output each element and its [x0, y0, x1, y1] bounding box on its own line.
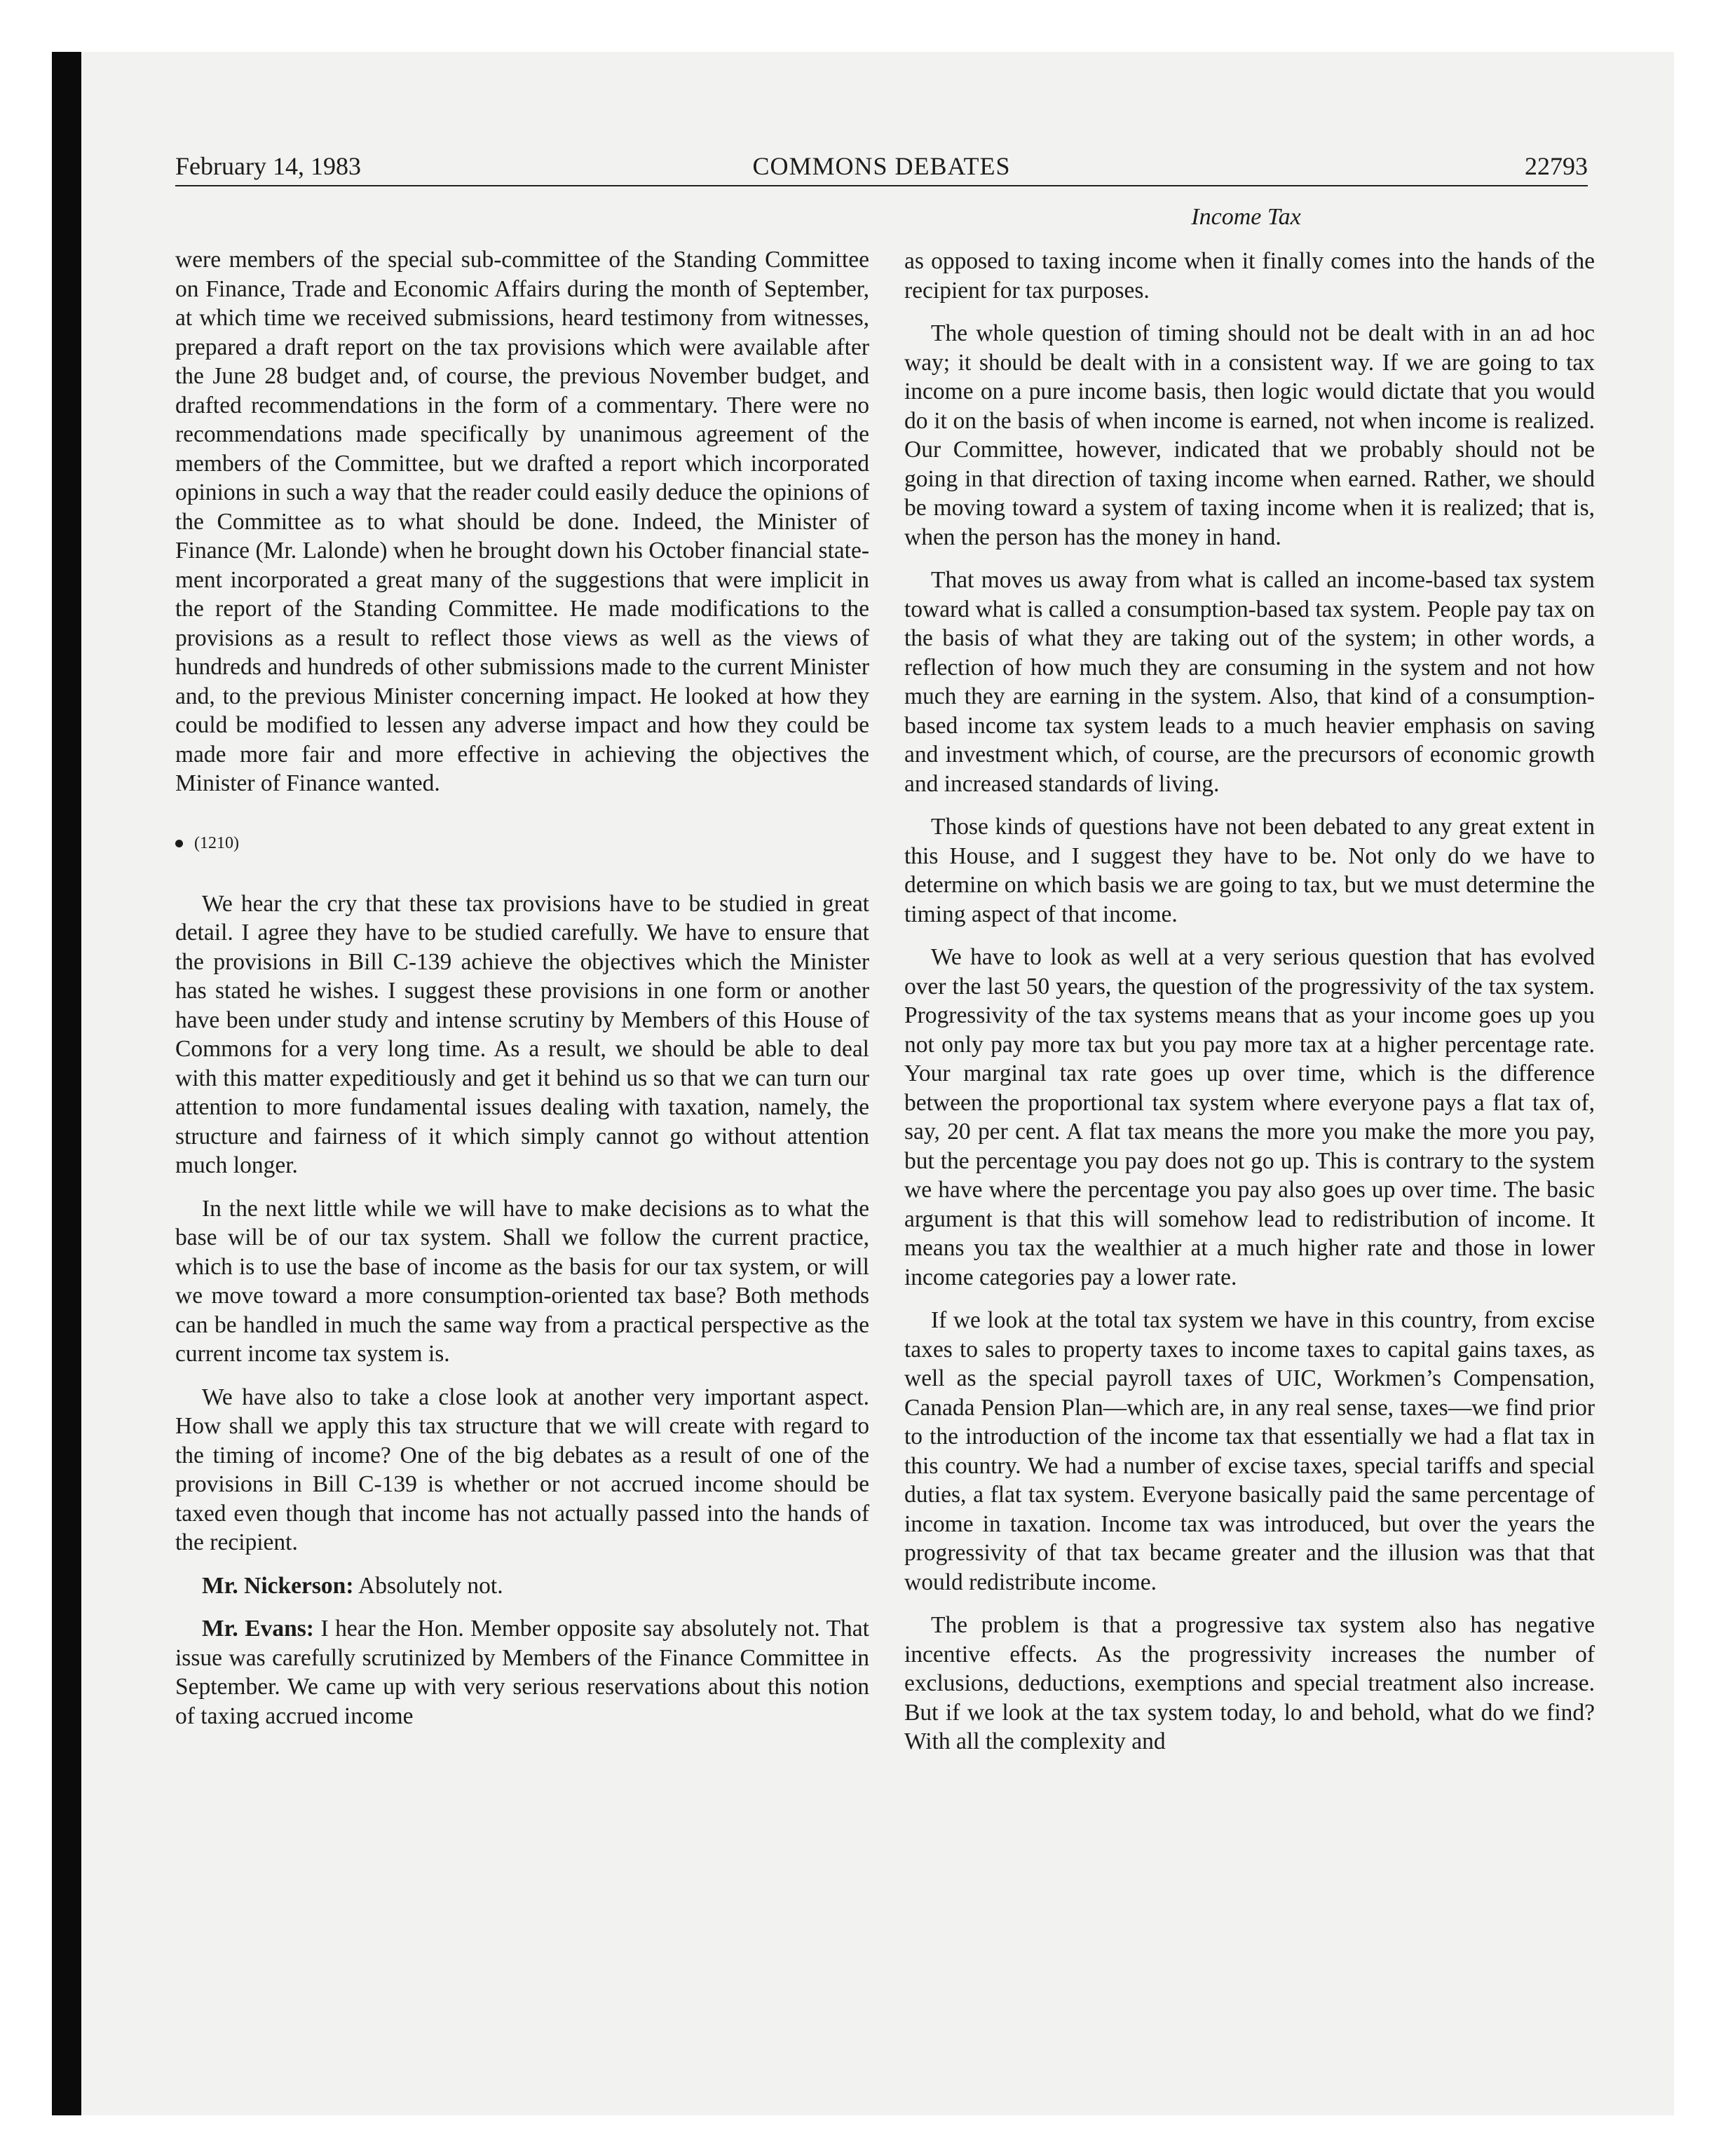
- paragraph: as opposed to taxing income when it finally comes into the hands of the recipient for tax purposes.: [904, 248, 1595, 303]
- right-column: [904, 247, 1595, 1770]
- paragraph: The problem is that a progressive tax system also has negative incentive effects. As the progressivity increases the number of exclusions, deductions, exemptions and special treatment also increase. But if we look at the tax system today, lo and behold, what do we find? With all the complexity and: [904, 1612, 1595, 1754]
- header-date: February 14, 1983: [175, 152, 361, 180]
- time-marker: [175, 829, 869, 857]
- header-title: COMMONS DEBATES: [752, 152, 1011, 180]
- section-title: Income Tax: [1191, 204, 1301, 230]
- paragraph: We have to look as well at a very serious question that has evolved over the last 50 years, the question of the progressivity of the tax system. Progressivity of the tax systems means that as your income goes up you not only pay more tax but you pay more tax at a higher percentage rate. Your marginal tax rate goes up over time, which is the difference between the proportional tax system where everyone pays a flat tax of, say, 20 per cent. A flat tax means the more you make the more you pay, but the percentage you pay does not go up. This is contrary to the system we have where the percentage you pay also goes up over time. The basic argument is that this will somehow lead to redistribution of income. It means you tax the wealthier at a much higher rate and those in lower income categories pay a lower rate.: [904, 944, 1595, 1290]
- paragraph: In the next little while we will have to make decisions as to what the base will be of our tax system. Shall we follow the current practice, which is to use the base of income as the basis for our tax system, or will we move toward a more consumption-oriented tax base? Both methods can be handled in much the same way from a practical perspective as the current income tax system is.: [175, 1195, 869, 1367]
- paragraph: If we look at the total tax system we have in this country, from excise taxes to sales to property taxes to income taxes to capital gains taxes, as well as the special payroll taxes of UIC, Workmen’s Compensation, Canada Pension Plan—which are, in any real sense, taxes—we find prior to the introduction of the income tax that essentially we had a flat tax in this country. We had a number of excise taxes, special tariffs and special duties, a flat tax system. Everyone basically paid the same percentage of income in taxation. Income tax was introduced, but over the years the progressivity of that tax became greater and the illusion was that that would redistribute income.: [904, 1307, 1595, 1595]
- paragraph: We hear the cry that these tax provisions have to be studied in great detail. I agree they have to be studied carefully. We have to ensure that the provisions in Bill C-139 achieve the objectives which the Minister has stated he wishes. I suggest these provisions in one form or another have been under study and intense scrutiny by Members of this House of Commons for a very long time. As a result, we should be able to deal with this matter expeditiously and get it behind us so that we can turn our attention to more fundamental issues dealing with taxation, namely, the structure and fairness of it which simply cannot go without attention much longer.: [175, 890, 869, 1178]
- speech-text: Absolutely not.: [353, 1572, 503, 1599]
- header-page-number: 22793: [1525, 152, 1588, 180]
- speaker-name: Mr. Evans:: [202, 1616, 314, 1642]
- bullet-icon: [175, 840, 183, 847]
- speech: [175, 1614, 869, 1731]
- paragraph: We have also to take a close look at another very important aspect. How shall we apply this tax structure that we will create with regard to the timing of income? One of the big debates as a result of one of the provisions in Bill C-139 is whether or not accrued income should be taxed even though that income has not actually passed into the hands of the recipient.: [175, 1384, 869, 1555]
- time-marker-label: (1210): [194, 833, 239, 852]
- left-column: [175, 245, 869, 1745]
- paragraph: That moves us away from what is called an income-based tax system toward what is called a consumption-based tax system. People pay tax on the basis of what they are taking out of the system; in other words, a reflection of how much they are consuming in the system and not how much they are earning in the system. Also, that kind of a consumption-based income tax system leads to a much heavier emphasis on saving and investment which, of course, are the precursors of economic growth and increased standards of living.: [904, 567, 1595, 797]
- speech: [175, 1571, 869, 1601]
- paragraph: Those kinds of questions have not been debated to any great extent in this House, and I suggest they have to be. Not only do we have to determine on which basis we are going to tax, but we must determine the timing aspect of that income.: [904, 814, 1595, 927]
- speaker-name: Mr. Nickerson:: [202, 1572, 354, 1599]
- scan-shadow-edge: [52, 52, 81, 2115]
- header-rule: [175, 185, 1588, 186]
- page-header: [175, 149, 1588, 184]
- paragraph: were members of the special sub-committee of the Standing Committee on Finance, Trade and Economic Affairs during the month of September, at which time we received submissions, heard testimony from witnesses, prepared a draft report on the tax provisions which were available after the June 28 budget and, of course, the previous November budget, and drafted recommendations in the form of a commentary. There were no recommendations made specifically by unanimous agreement of the members of the Committee, but we drafted a report which incorporated opinions in such a way that the reader could easily deduce the opinions of the Committee as to what should be done. Indeed, the Minister of Finance (Mr. Lalonde) when he brought down his October financial statement incorporated a great many of the suggestions that were implicit in the report of the Standing Committee. He made modifications to the provisions as a result to reflect those views as well as the views of hundreds and hundreds of other submissions made to the current Minister and, to the previous Minister concerning impact. He looked at how they could be modified to lessen any adverse impact and how they could be made more fair and more effective in achieving the objectives the Minister of Finance wanted.: [175, 247, 869, 796]
- speech-text: I hear the Hon. Member opposite say absolutely not. That issue was carefully scrutinized by Members of the Finance Committee in September. We came up with very serious reservations about this notion of taxing accrued income: [175, 1616, 869, 1729]
- paragraph: The whole question of timing should not be dealt with in an ad hoc way; it should be dealt with in a consistent way. If we are going to tax income on a pure income basis, then logic would dictate that you would do it on the basis of when income is earned, not when income is realized. Our Committee, however, indicated that we probably should not be going in that direction of taxing income when earned. Rather, we should be moving toward a system of taxing income when it is realized; that is, when the person has the money in hand.: [904, 320, 1595, 550]
